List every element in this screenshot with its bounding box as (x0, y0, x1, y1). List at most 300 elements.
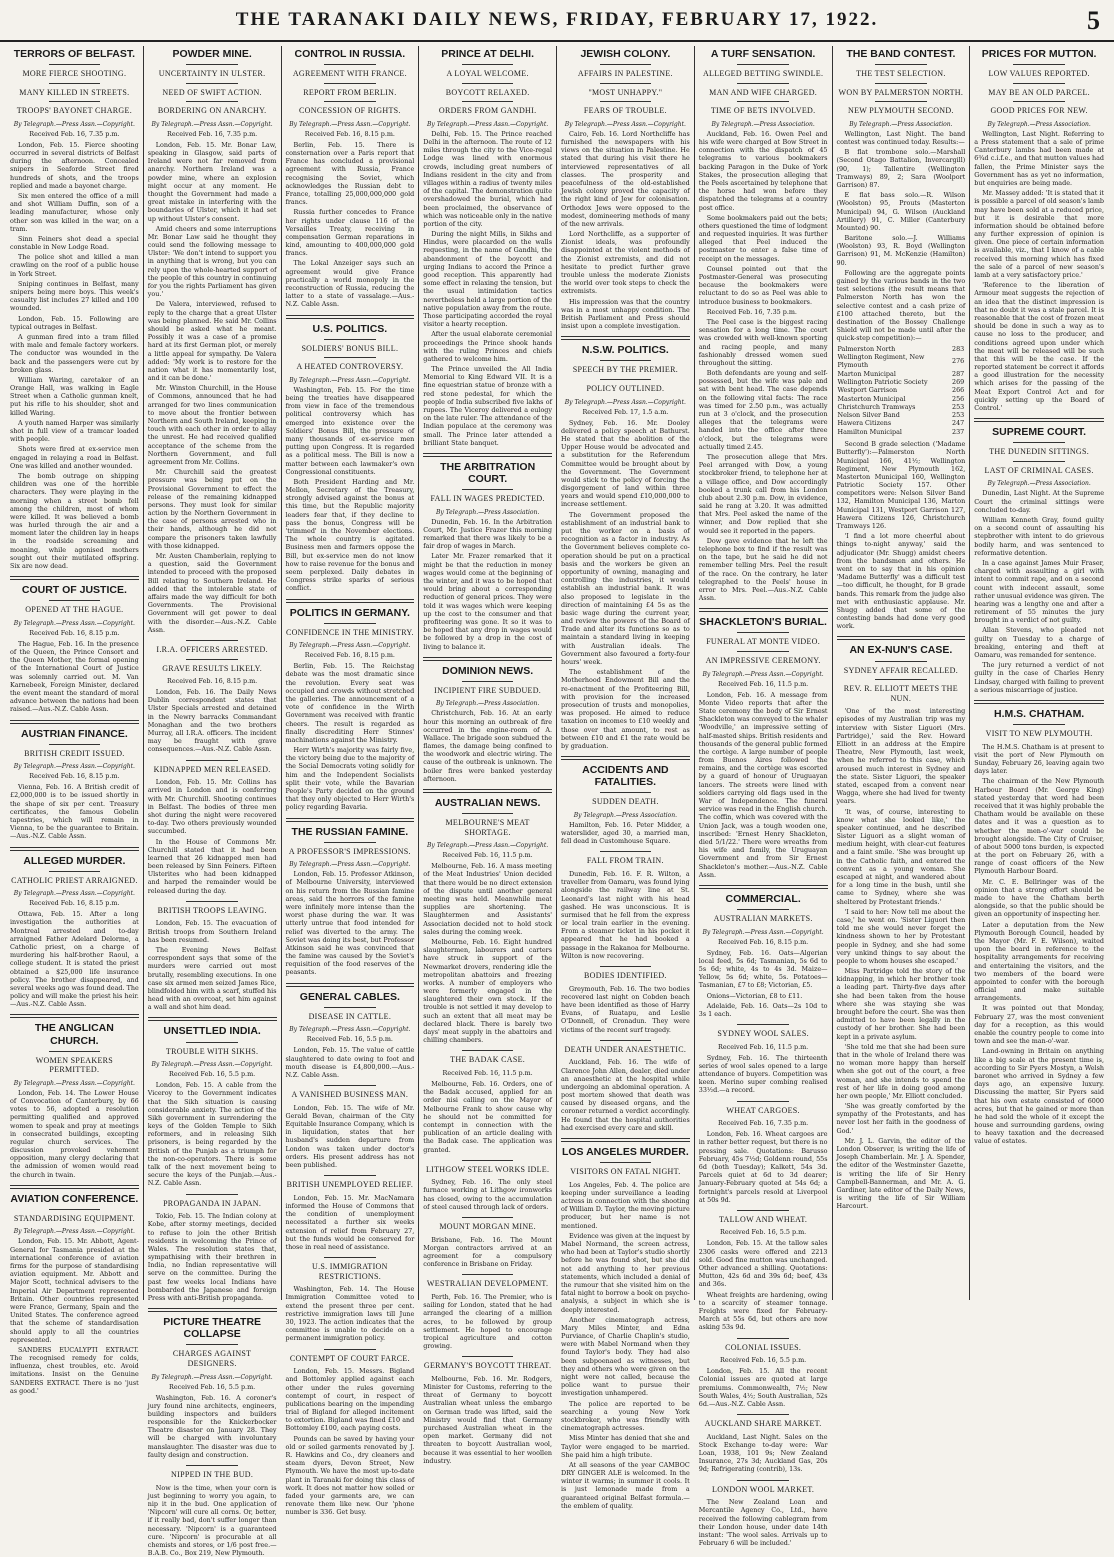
sub-divider (186, 760, 238, 761)
sub-divider (737, 1338, 789, 1339)
article-headline: H.M.S. CHATHAM. (994, 707, 1085, 720)
article-subhead: PROPAGANDA IN JAPAN. (163, 1198, 262, 1208)
article (286, 1257, 415, 1343)
article-subhead: UNCERTAINTY IN ULSTER. (158, 69, 266, 79)
article (561, 336, 690, 750)
article-paragraph: Sydney, Feb. 16. Mr. Dooley delivered a policy speech at Bathurst. He stated that the abolition of the Upper House would be advocated and a substitution for the Referendum Committee would be brought about by the Government. The Government would stick to the policy of forcing the disgorgement of land within three years and would spend £10,000,000 to increase settlement. (561, 418, 690, 509)
article-subhead: VISITORS ON FATAL NIGHT. (570, 1167, 681, 1177)
article-subhead: FEARS OF TROUBLE. (583, 106, 667, 116)
sub-divider (600, 1162, 652, 1163)
sub-divider (1013, 461, 1065, 462)
section-rule (10, 1185, 139, 1189)
byline: By Telegraph.—Press Assn.—Copyright. (151, 1061, 273, 1069)
article-paragraph: Miss Minter has denied that she and Taylor were engaged to be married. She paid him a high tribute. (561, 1434, 690, 1459)
article-paragraph: London, Feb. 15. Fierce shooting occurred in several districts of Belfast during the afternoon. Concealed snipers in Seaforde Street fired hundreds of shots, and the troops replied and made a bayonet charge. (10, 140, 139, 190)
article-paragraph: Baritone solo.—J. Williams (Woolston) 93, R. Boyd (Wellington Garrison) 91, M. McKenzie (Hamilton) 90. (836, 234, 966, 267)
article-paragraph: Onions—Victorian, £8 to £11. (706, 991, 803, 1000)
sub-divider (600, 83, 652, 84)
column-5 (557, 46, 695, 1510)
section-rule (286, 315, 415, 319)
received-time: Received Feb. 16, 5.5 p.m. (169, 1070, 256, 1079)
article-subhead: NEED OF SWIFT ACTION. (162, 87, 262, 97)
article (699, 1480, 828, 1548)
band-points: 253 (952, 411, 965, 420)
article (286, 1175, 415, 1251)
article-subhead: BODIES IDENTIFIED. (584, 971, 667, 981)
article-paragraph: The Hague, Feb. 16. In the presence of the Queen, the Prince Consort and the Queen Mother, the formal opening of the International Court of Justice was solemnly carried out. M. Van Karnebeek, Foreign Minister, declared the event meant the standard of moral advance between the nations had been raised.—Aus.-N.Z. Cable Assn. (10, 639, 139, 714)
article-headline: THE ANGLICAN CHURCH. (34, 1022, 114, 1047)
sub-divider (462, 1217, 514, 1218)
article-paragraph: Auckland, Feb. 16. The wife of Clarence John Allen, dealer, died under an anaesthetic at the hospital while undergoing an abdominal operation. A post mortem showed that death was caused by diseased organs, and the coroner returned a verdict accordingly. He found that the hospital authorities had exercised every care and skill. (561, 1058, 690, 1132)
article (286, 818, 415, 977)
sub-divider (49, 64, 101, 65)
sub-divider (49, 1209, 101, 1210)
sub-divider (875, 679, 927, 680)
article-subhead: LAST OF CRIMINAL CASES. (984, 465, 1094, 475)
article-paragraph: Another cinematograph actress, Mary Miles Minter, and Edna Purviance, of Charlie Chaplin's studio, were with Mabel Normand when they found Taylor's body. They had also been subpoenaed as witnesses, but they and others who were given on the night were not called, because the police want to pursue their investigation unhampered. (561, 1315, 690, 1398)
byline: By Telegraph.—Press Association. (987, 480, 1091, 488)
article-paragraph: Dunedin, Last Night. At the Supreme Court the criminal sittings were concluded to-day. (974, 489, 1104, 514)
article-paragraph: Mr. J. L. Garvin, the editor of the London Observer, is writing the life of Joseph Chamberlain. Mr. J. A. Spender, the editor of the Westminster Gazette, is writing the life of Sir Henry Campbell-Bannerman, and Mr. A. G. Gardiner, late editor of the Daily News, is writing the life of Sir William Harcourt. (836, 1136, 966, 1211)
article (699, 1024, 828, 1095)
article-paragraph: Delhi, Feb. 15. The Prince reached Delhi in the afternoon. The route of 12 miles through the city to the Vice-regal Lodge was lined with enormous crowds, including great numbers of Indians resident in the city and from villages within a radius of twenty miles of the capital. The demonstration quite overshadowed the burial, which had been proclaimed, the observance of which was noticeable only in the native portion of the city. (423, 129, 552, 228)
results-table (837, 345, 966, 437)
sub-divider (186, 901, 238, 902)
article-paragraph: The H.M.S. Chatham is at present to visit the port of New Plymouth on Sunday, February 26, leaving again two days later. (974, 742, 1104, 776)
byline: By Telegraph.—Press Assn.—Copyright. (13, 1228, 135, 1236)
article-paragraph: Berlin, Feb. 15. There is consternation over a Paris report that France has concluded a provisional agreement with Russia, France recognising the Soviet, which acknowledges the Russian debt to France, totalling 25,000,000,000 gold francs. (285, 140, 415, 207)
sub-divider (324, 623, 376, 624)
column-6 (695, 46, 833, 1548)
sub-divider (737, 64, 789, 65)
byline: By Telegraph.—Press Association. (987, 120, 1091, 128)
article-paragraph: Melbourne, Feb. 16. A mass meeting of the Meat Industries' Union decided that there would be no direct extension of the dispute until another general meeting was held. Meanwhile meat supplies are shortening. The Slaughtermen and Assistants' Association decided not to hold stock sales during the coming week. (423, 862, 552, 936)
band-points: 283 (952, 344, 965, 353)
article (699, 1338, 828, 1409)
band-name: Wellington Patriotic Society (837, 377, 928, 386)
article (286, 1085, 415, 1169)
sub-divider (462, 83, 514, 84)
article-headline: PRICES FOR MUTTON. (981, 48, 1097, 60)
article-paragraph: Dunedin, Feb. 16. In the Arbitration Court, Mr. Justice Frazer this morning remarked that there was likely to be a fair drop of wages in March. (423, 517, 552, 551)
sub-divider (324, 1349, 376, 1350)
byline: By Telegraph.—Press Association. (573, 811, 678, 819)
sub-divider (186, 640, 238, 641)
article-subhead: SYDNEY AFFAIR RECALLED. (843, 665, 958, 675)
sub-divider (324, 64, 376, 65)
article-headline: ALLEGED MURDER. (23, 854, 126, 867)
sub-divider (186, 659, 238, 660)
received-time: Received Feb. 17, 1.5 a.m. (582, 407, 669, 416)
sub-divider (324, 339, 376, 340)
band-name: Westport Garrison (837, 386, 898, 395)
sub-divider (737, 1480, 789, 1481)
article-subhead: POLICY OUTLINED. (586, 384, 665, 393)
sub-divider (49, 83, 101, 84)
sub-divider (600, 851, 652, 852)
byline: By Telegraph.—Press Assn.—Copyright. (564, 120, 686, 128)
received-time: Received Feb. 16, 11.5 p.m. (442, 1069, 533, 1077)
article-subhead: LOW VALUES REPORTED. (988, 69, 1090, 79)
article (148, 760, 277, 895)
article-paragraph: The prosecution allege that Mrs. Peel arranged with Dow, a young stockbroker friend, to telephone her at a village office, and Dow accordingly booked a trunk call from his London club about 2.30 p.m. Dow, in evidence, said he rang at 3.20. It was admitted that Mrs. Peel asked the name of the winner, and Dow replied that she would see it reported in the papers. (698, 452, 828, 535)
article-subhead: VISIT TO NEW PLYMOUTH. (985, 729, 1093, 739)
article-subhead: FALL IN WAGES PREDICTED. (430, 494, 545, 504)
band-name: Palmerston North (837, 344, 896, 353)
byline: By Telegraph.—Press Assn.—Copyright. (289, 120, 411, 128)
article-subhead: BOYCOTT RELAXED. (445, 87, 530, 97)
article (423, 48, 552, 447)
column-2 (144, 46, 282, 1557)
sub-divider (875, 64, 927, 65)
article-paragraph: Russia further concedes to France her rights under clause 116 of the Versailles Treaty, receiving in compensation German reparations in kind, amounting to 400,000,000 gold francs. (285, 208, 415, 258)
article (286, 1349, 415, 1517)
article-subhead: TALLOW AND WHEAT. (719, 1214, 808, 1224)
article-subhead: OPENED AT THE HAGUE. (25, 605, 124, 615)
article-paragraph: Sydney, Feb. 16. Oats—Algerian local feed, 5s 6d; Tasmanian, 5s 6d to 5s 6d; white, 4s to 4s 3d. Maize—Yellow, 5s 6d; white, 5s. Potatoes—Tasmanian, £7 to £8; Victorian, £5. (698, 948, 828, 990)
article-paragraph: The Peel case is the biggest racing sensation for a long time. The court was crowded with well-known sporting and racing people, and many fashionably dressed women sued throughout the sitting. (698, 317, 828, 367)
article (699, 1414, 828, 1474)
article-subhead: MAY BE AN OLD PARCEL. (988, 87, 1090, 97)
article-paragraph: London, Feb. 15. The value of cattle slaughtered to date owing to foot and mouth disease is £4,800,000.—Aus.-N.Z. Cable Assn. (285, 1046, 415, 1079)
sub-divider (462, 1356, 514, 1357)
article-paragraph: London, Feb. 16. A message from Monte Video reports that after the State ceremony the body of Sir Ernest Shackleton was conveyed to the whaler 'Woodville,' an impressive setting of half-masted ships. British residents and thousands of the general public formed the cortège. A large number of people from Buenos Aires followed the remains, and the cortège was escorted by a guard of honour of Uruguayan lancers. The streets were lined with soldiers carrying old flags used in the War of Independence. The funeral service was read in the English church. The coffin, which was covered with the Union Jack, was a tough wooden one, inscribed: 'Ernest Henry Shackleton, died 5/1/22.' There were wreaths from his wife and family, the Uruguayan Government and from Sir Ernest Shackleton's mother.—Aus.-N.Z. Cable Assn. (698, 690, 828, 879)
band-points: 269 (952, 377, 965, 386)
received-time: Received Feb. 16, 5.5 p.m. (720, 1228, 807, 1237)
article-headline: PRINCE AT DELHI. (441, 48, 534, 60)
article-paragraph: Brisbane, Feb. 16. The Mount Morgan contractors arrived at an agreement for a compulsory conference in Brisbane on Friday. (423, 1235, 552, 1269)
sub-divider (737, 83, 789, 84)
article-paragraph: 'She was greatly comforted by the sympathy of the Protestants, and has never lost her faith in the goodness of God.' (836, 1102, 966, 1135)
sub-divider (186, 64, 238, 65)
article-subhead: AUSTRALIAN MARKETS. (713, 913, 813, 923)
sub-divider (737, 909, 789, 910)
article-headline: GENERAL CABLES. (299, 990, 400, 1003)
sub-divider (324, 1175, 376, 1176)
sub-divider (324, 83, 376, 84)
article (561, 966, 690, 1034)
section-rule (148, 1308, 277, 1312)
sub-divider (1013, 442, 1065, 443)
article-paragraph: Christchurch, Feb. 16. At an early hour this morning an outbreak of fire occurred in the engine-room of A. Wallace. The brigade soon subdued the flames, the damage being confined to the woodwork and electric wiring. The cause of the outbreak is unknown. The boiler fires were banked yesterday afternoon. (423, 709, 552, 783)
article-paragraph: The chairman of the New Plymouth Harbour Board (Mr. George King) stated yesterday that word had been received that it was highly probable the Chatham would be available on these dates and it was a question as to whether the men-o'-war could be brought alongside. The City of Cruiser, of about 5000 tons burden, is expected at the port on February 26, with a range of coast officers of the New Plymouth Harbour Board. (974, 777, 1104, 876)
article-subhead: CHARGES AGAINST DESIGNERS. (172, 1349, 252, 1368)
article-headline: COMMERCIAL. (725, 892, 801, 905)
article-paragraph: In a case against James Muir Fraser, charged with assaulting a girl with intent to commit rape, and on a second count with indecent assault, some rather unusual evidence was given. The hearing was a lengthy one and after a retirement of 55 minutes the jury brought in a verdict of not guilty. (974, 558, 1104, 625)
article-subhead: GERMANY'S BOYCOTT THREAT. (423, 1361, 552, 1371)
article-subhead: I.R.A. OFFICERS ARRESTED. (156, 644, 268, 654)
article-subhead: A HEATED CONTROVERSY. (296, 362, 404, 372)
article-paragraph: Dunedin, Feb. 16. F. R. Wilton, a traveller from Oamaru, was found lying alongside the railway line at St. Leonard's last night with his head gashed. He was unconscious. It is surmised that he fell from the express or local train earlier in the evening. From a steamer ticket in his pocket it appeared that he had booked a passage in the Rakanoa for Melbourne. Wilton is now recovering. (561, 869, 690, 960)
article (423, 657, 552, 783)
article-headline: THE RUSSIAN FAMINE. (291, 825, 409, 838)
article (286, 983, 415, 1079)
sub-divider (737, 651, 789, 652)
band-name: Hawera Citizens (837, 419, 892, 428)
article (974, 418, 1104, 694)
article-subhead: SOLDIERS' BONUS BILL. (301, 343, 399, 353)
article-paragraph: Los Angeles, Feb. 4. The police are keeping under surveillance a leading actress in connection with the shooting of William D. Taylor, the moving picture producer, but her name is not mentioned. (561, 1180, 690, 1230)
sub-divider (462, 1274, 514, 1275)
article-paragraph: London, Feb. 15. Mr. MacNamara informed the House of Commons that the condition of unemployment necessitated a further six weeks extension of relief from February 27, but the funds would be conserved for those in real need of assistance. (285, 1193, 415, 1251)
article-paragraph: London, Feb. 16. The Daily News Dublin correspondent states that Ulster Specials arrested and detained in the Newry barracks Commandant Monaghan and the two brothers Murray, all I.R.A. officers. The incident may be fraught with grave consequences.—Aus.-N.Z. Cable Assn. (147, 688, 277, 754)
article (974, 48, 1104, 412)
sub-divider (875, 83, 927, 84)
section-rule (699, 885, 828, 889)
band-name: Wellington Regiment, New Plymouth (837, 352, 925, 370)
article-paragraph: Shots were fired at ex-service men engaged in relaying a road in Belfast. One was killed and another wounded. (10, 445, 139, 470)
article-paragraph: Now is the time, when your corn is just beginning to worry you again, to nip it in the bud. One application of 'Nipcorn' will cure all corns. Or, better, if it really bad, don't suffer longer than necessary. 'Nipcorn' is a guaranteed cure. 'Nipcorn' is procurable at all chemists and stores, or 1/6 post free.—B.A.B. Co., Box 219, New Plymouth. (147, 1483, 277, 1557)
article-subhead: BRITISH TROOPS LEAVING. (157, 905, 267, 915)
article-paragraph: Amid cheers and some interruptions Mr. Bonar Law said he thought they could send the following message to Ulster: 'We don't intend to support you in anything that is wrong, but you can rely upon the whole-hearted support of the people of this country in continuing for you the rights Parliament has given you.' (147, 224, 277, 299)
article-paragraph: Melbourne, Feb. 16. Mr. Rodgers, Minister for Customs, referring to the threat of Germany to boycott Australian wheat unless the embargo on German trade was lifted, said the Ministry would find that Germany purchased Australian wheat in the open market. Germany did not threaten to boycott Australian wool, because it was essential to her woollen industry. (423, 1374, 552, 1465)
article-headline: POWDER MINE. (172, 48, 252, 60)
article-paragraph: London, Feb. 15. Messrs. Bigland and Bottomley applied against each other under the rules governing contempt of court, in respect of publications bearing on the impending trial of Bigland for alleged incitement to extortion. Bigland was fined £10 and Bottomley £100, each paying costs. (285, 1367, 415, 1433)
sub-divider (462, 64, 514, 65)
article-paragraph: Lord Northcliffe, as a supporter of Zionist ideals, was profoundly disappointed at the violent methods of the Zionist extremists, and did not hesitate to predict further grave trouble unless the moderate Zionists the world over took steps to check the extremists. (561, 230, 690, 296)
byline: By Telegraph.—Press Assn.—Copyright. (13, 619, 135, 627)
results-row (837, 378, 966, 386)
section-rule (286, 818, 415, 822)
sub-divider (462, 681, 514, 682)
article-paragraph: London, Feb. 15. The evacuation of British troops from Southern Ireland has been resumed. (147, 919, 277, 944)
byline: By Telegraph.—Press Assn.—Copyright. (289, 861, 411, 869)
band-points: 247 (952, 419, 965, 428)
article-subhead: BORDERING ON ANARCHY. (157, 106, 267, 116)
article-paragraph: Counsel pointed out that the Postmaster-General was prosecuting because the bookmakers were reluctant to do so as Peel was able to introduce business to bookmakers. (698, 264, 828, 306)
article-headline: SHACKLETON'S BURIAL. (699, 616, 827, 629)
article-paragraph: Second B grade selection ('Madame Butterfly'):—Palmerston North Municipal 166, 41½; Wellington Regiment, New Plymouth 162, Masterton Municipal 160, Wellington Patriotic Society 157. Other competitors were: Nelson Silver Band 132, Hamilton Municipal 136, Marton Municipal 131, Westport Garrison 127, Hawera Citizens 126, Christchurch Tramways 126. (836, 440, 966, 531)
sub-divider (324, 1257, 376, 1258)
section-rule (974, 418, 1104, 422)
article-paragraph: The New Zealand Loan and Mercantile Agency Co., Ltd., have received the following cablegram from their London house, under date 14th instant: 'The wool sales. Arrivals up to February 6 will be included.' (698, 1498, 828, 1548)
byline: By Telegraph.—Press Assn.—Copyright. (151, 120, 273, 128)
article (561, 1040, 690, 1132)
received-time: Received Feb. 16, 7.35 p.m. (718, 1119, 809, 1128)
section-rule (286, 599, 415, 603)
section-rule (423, 789, 552, 793)
article-subhead: A LOYAL WELCOME. (446, 69, 529, 79)
article (423, 1356, 552, 1465)
section-rule (10, 720, 139, 724)
article-subhead: AN IMPRESSIVE CEREMONY. (705, 656, 821, 665)
received-time: Received Feb. 16, 8.15 p.m. (167, 677, 258, 686)
results-row (837, 419, 966, 427)
article-subhead: REPORT FROM BERLIN. (303, 87, 397, 97)
article-paragraph: Sniping continues in Belfast, many snipers being mere boys. This week's casualty list includes 27 killed and 100 wounded. (10, 279, 139, 313)
article-paragraph: Sydney, Feb. 16. The only steel furnace working at Lithgow ironworks has closed, owing to the accumulation of steel caused through lack of orders. (423, 1178, 552, 1211)
band-name: Nelson Silver Band (837, 411, 900, 420)
article (423, 1217, 552, 1268)
received-time: Received Feb. 16, 8.15 p.m. (304, 129, 395, 138)
article-subhead: COLONIAL ISSUES. (725, 1342, 802, 1352)
byline: By Telegraph.—Press Assn.—Copyright. (151, 1373, 273, 1381)
article-paragraph: Hamilton, Feb. 16. Peter Midder, a waterslider, aged 30, a married man, fell dead in Customhouse Square. (561, 820, 690, 846)
article-paragraph: Melbourne, Feb. 16. Eight hundred slaughtermen, labourers and carters have struck in support of the Newmarket drovers, rendering idle the metropolitan abattoirs and freezing works. A number of employers who were formerly engaged in the slaughtered their own stock. If the trouble is not settled it may develop to such an extent that all meat may be declared black. There is barely two days' meat supply in the abattoirs and chilling chambers. (423, 937, 552, 1045)
sub-divider (462, 1160, 514, 1161)
article (148, 48, 277, 634)
received-time: Received Feb. 16, 7.35 p.m. (29, 129, 120, 138)
article-paragraph: Vienna, Feb. 16. A British credit of £2,000,000 is to be issued shortly in the shape of six per cent. Treasury certificates, the famous Gobelin tapestries, which will remain in Vienna, to be the guarantee to Britain.—Aus.-N.Z. Cable Assn. (10, 783, 139, 841)
article (423, 1160, 552, 1211)
sub-divider (737, 1210, 789, 1211)
article-paragraph: His impression was that the country was in a most unhappy condition. The British Parliament and Press should insist upon a complete investigation. (561, 297, 690, 331)
column-8 (970, 46, 1108, 1300)
article-subhead: REV. R. ELLIOTT MEETS THE NUN. (843, 684, 958, 703)
article-paragraph: Greymouth, Feb. 16. The two bodies recovered last night on Cobden beach have been identified as those of Harry Evans, of Ruatapu, and Leslie O'Donnell, of Cronadun. They were victims of the recent surf tragedy. (561, 984, 690, 1034)
received-time: Received Feb. 16, 11.5 p.m. (442, 851, 533, 860)
article-paragraph: A gunman fired into a tram filled with male and female factory workers. The conductor was wounded in the back and the passengers were cut by broken glass. (10, 332, 139, 374)
article-paragraph: Washington, Feb. 14. The House Immigration Committee voted to extend the present three per cent. restrictive immigration laws till June 30, 1923. The action indicates that the committee is unable to decide on a permanent immigration policy. (285, 1285, 415, 1343)
band-points: 266 (952, 386, 965, 395)
byline: By Telegraph.—Press Assn.—Copyright. (13, 890, 135, 898)
band-name: Christchurch Tramways (837, 402, 916, 411)
article-paragraph: Mr. Austen Chamberlain, replying to a question, said the Government intended to proceed with the proposed Bill relating to Southern Ireland. He added that the intolerable state of affairs made the way difficult for both Governments. The Provisional Government will get power to deal with the disorder.—Aus.-N.Z. Cable Assn. (147, 552, 277, 634)
article-headline: AVIATION CONFERENCE. (10, 1192, 139, 1205)
section-rule (561, 756, 690, 760)
sub-divider (737, 101, 789, 102)
article-paragraph: Land-owning in Britain on anything like a big scale at the present time is, according to Sir Pyers Mostyn, a Welsh baronet who arrived in Sydney a few days ago, an expensive luxury. Discussing the matter, Sir Pyers said that his own estate consisted of 6000 acres, but that he gained or more than he had sold the whole of it except the house and surrounding gardens, owing to heavy taxation and the decreased value of estates. (974, 1047, 1104, 1146)
article-headline: LOS ANGELES MURDER. (561, 1146, 689, 1159)
article (699, 885, 828, 1018)
section-rule (10, 576, 139, 580)
article-paragraph: During the night Mills, in Sikhs and Hindus, were placarded on the walls requesting, in the name of Gandhi, the abandonment of the boycott and urging Indians to accord the Prince a good reception. This apparently had some effect in relaxing the tension, but the usual intimidation tactics nevertheless held a large portion of the native population away from the route. Those participating accorded the royal visitor a hearty reception. (423, 230, 552, 329)
results-row (837, 403, 966, 411)
received-time: Received Feb. 16, 8.15 p.m. (718, 937, 809, 946)
article (10, 1014, 139, 1178)
sub-divider (324, 1085, 376, 1086)
article-headline: POLITICS IN GERMANY. (289, 606, 410, 619)
article-paragraph: The bomb outrage on shipping children was one of the horrible characters. They were playing in the morning when a street bomb fell among the children, most of whom were killed. It was believed a bomb was hurled through the air and a moment later the children lay in heaps in the roadside screaming and moaning, while agonised mothers sought out their mutilated offspring. Six are now dead. (10, 471, 139, 571)
article-paragraph: Berlin, Feb. 15. The Reichstag debate was the most dramatic since the revolution. Every seat was occupied and crowds without stretched the galleries. The announcement of a vote of confidence in the Wirth Government was received with frantic cheers. The result is regarded as finally discrediting Herr Stinnes' machinations against the Ministry. (285, 662, 415, 744)
byline: By Telegraph.—Press Assn.—Copyright. (702, 670, 824, 678)
article-paragraph: Sydney, Feb. 16. The thirteenth series of wool sales opened to a large attendance of buyers. Competition was keen. Merino super combing realised 33½d.—a record. (698, 1053, 828, 1095)
results-row (837, 411, 966, 419)
article-paragraph: Mr. Massey added: 'It is stated that it is possible a parcel of old season's lamb may have been sold at a reduced price, but it is desirable that more information should be obtained before any further expression of opinion is given. One piece of certain information is available, viz., that I know of a cable received this morning which has fixed the sale of a parcel of new season's lamb at a very satisfactory price.' (974, 189, 1104, 280)
byline: By Telegraph.—Press Association. (435, 508, 540, 516)
article-paragraph: Ottawa, Feb. 15. After a long investigation the authorities at Montreal arrested and to-day arraigned Father Adelard Delorme, a Catholic priest, on a charge of murdering his half-brother Raoul, a college student. It is stated the priest obtained a $25,000 life insurance policy. The brother disappeared, and several weeks ago was found dead. The policy and will make the priest his heir.—Aus.-N.Z. Cable Assn. (10, 910, 139, 1009)
sub-divider (600, 360, 652, 361)
article-subhead: LITHGOW STEEL WORKS IDLE. (425, 1164, 550, 1174)
article-headline: JEWISH COLONY. (580, 48, 671, 60)
section-rule (837, 636, 966, 640)
article (148, 640, 277, 754)
sub-divider (186, 1344, 238, 1345)
article-paragraph: Perth, Feb. 16. The Premier, who is sailing for London, stated that he had arranged the clearing of a million acres, to be followed by group settlement. He hoped to encourage tropical agriculture and cotton growing. (423, 1292, 552, 1351)
article-paragraph: The Lokal Anzeiger says such an agreement would give France practically a world monopoly in the reconstruction of Russia, reducing the latter to a state of vassalage.—Aus.-N.Z. Cable Assn. (285, 259, 415, 309)
article-paragraph: Wheat freights are hardening, owing to a scarcity of steamer tonnage. Freights were fixed for February-March at 55s 6d, but others are now asking 53s 9d. (698, 1290, 828, 1332)
article-headline: ACCIDENTS AND FATALITIES. (582, 764, 669, 789)
article-paragraph: Sinn Feiners shot dead a special constable in New Lodge Road. (10, 234, 139, 252)
article-subhead: DEATH UNDER ANAESTHETIC. (564, 1044, 687, 1054)
article-headline: AN EX-NUN'S CASE. (849, 644, 953, 657)
article-headline: A TURF SENSATION. (710, 48, 816, 60)
article-paragraph: In the House of Commons Mr. Churchill stated that it had been learned that 26 kidnapped men had been released by Sinn Feiners. Fifteen Ulsterites who had been kidnapped and harped the remainder would be released during the day. (147, 837, 277, 895)
article-paragraph: London, Feb. 15. The wife of Mr. Gerald Bevan, chairman of the City Equitable Insurance Company, which is in liquidation, states that her husband's sudden departure from London was taken under doctor's orders. His present address has not been published. (285, 1103, 415, 1169)
article-paragraph: William Waring, caretaker of an Orange Hall, was walking in Eagle Street when a Catholic gunman knelt, put his rifle to his shoulder, shot and killed Waring. (10, 375, 139, 417)
article (699, 1101, 828, 1204)
column-1 (6, 46, 144, 1395)
sub-divider (49, 600, 101, 601)
results-row (837, 395, 966, 403)
article (699, 48, 828, 602)
sub-divider (1013, 64, 1065, 65)
received-time: Received Feb. 16, 11.5 p.m. (718, 679, 809, 688)
article-subhead: MOUNT MORGAN MINE. (439, 1222, 536, 1232)
article (286, 599, 415, 812)
byline: By Telegraph.—Press Assn.—Copyright. (427, 842, 549, 850)
article-subhead: CONCESSION OF RIGHTS. (299, 106, 401, 116)
received-time: Received Feb. 16, 8.15 p.m. (29, 899, 120, 908)
sub-divider (324, 842, 376, 843)
band-name: Hamilton Municipal (837, 427, 902, 436)
sub-divider (737, 1024, 789, 1025)
band-points: 276 (952, 357, 965, 366)
received-time: Received Feb. 16, 5.5 p.m. (306, 1035, 393, 1044)
sub-divider (186, 101, 238, 102)
article-subhead: SPEECH BY THE PREMIER. (572, 365, 679, 375)
received-time: Received Feb. 16, 7.35 p.m. (167, 129, 258, 138)
sub-divider (462, 1050, 514, 1051)
article-subhead: CATHOLIC PRIEST ARRAIGNED. (11, 875, 138, 885)
sub-divider (49, 1051, 101, 1052)
article-paragraph: Later Mr. Frazer remarked that it might be that the reduction in money wages would come at the beginning of the winter, and it was to be hoped that would bring about a corresponding reduction of general prices. They were told it was wages which were keeping up the cost to the consumer and that profiteering was gone. It so it was to be hoped that any drop in wages would be followed by a drop in the cost of living to balance it. (423, 552, 552, 651)
byline: By Telegraph.—Press Assn.—Copyright. (289, 1026, 411, 1034)
received-time: Received Feb. 16, 5.5 p.m. (720, 1356, 807, 1365)
article-paragraph: 'Reference to the liberation of Armour meat suggests the rejection of an idea that the distinct impression is that no doubt it was a stale parcel. It is reasonable that the cost of frozen meat should be done in such a way as to cause no loss to the producer, and conditions agreed upon under which the meat will be released will be such that this will be the case. If the reported statement be correct it affords a good illustration for the necessity which arises for the passing of the Meat Export Control Act and for quickly setting up the Board of Control.' (974, 281, 1104, 413)
article-subhead: AFFAIRS IN PALESTINE. (577, 69, 673, 79)
article-headline: AUSTRALIAN NEWS. (434, 797, 541, 810)
sub-divider (324, 357, 376, 358)
byline: By Telegraph.—Press Assn.—Copyright. (702, 928, 824, 936)
section-rule (10, 847, 139, 851)
article-paragraph: 'It was, of course, interesting to know what she looked like,' the speaker continued, and he described Sister Liguori as a slight woman of medium height, with clear-cut features and a faint smile. 'She was brought up in the Catholic faith, and entered the convent as a young woman. She escaped at night, and wandered about for a long time in the bush, until she came to Sydney, where she was sheltered by Protestant friends.' (836, 807, 966, 906)
article-paragraph: Some bookmakers paid out the bets; others questioned the time of lodgment and requested inquiries. It was further alleged that Peel induced the postmaster to enter a false time of receipt on the messages. (698, 213, 828, 263)
article (561, 1138, 690, 1510)
article (10, 720, 139, 841)
article-headline: N.S.W. POLITICS. (581, 344, 669, 357)
article-subhead: AGREEMENT WITH FRANCE. (292, 69, 407, 79)
band-points: 253 (952, 402, 965, 411)
sub-divider (600, 1040, 652, 1041)
sub-divider (186, 1465, 238, 1466)
column-7 (833, 46, 971, 1300)
article-paragraph: At all seasons of the year CAMBOC DRY GINGER ALE is welcomed. In the winter it warms; in summer it cools. It is just lemonade made from a guaranteed original Belfast formula.—the emblem of quality. (561, 1460, 690, 1510)
article-headline: SUPREME COURT. (992, 426, 1087, 439)
section-rule (561, 336, 690, 340)
article-subhead: A PROFESSOR'S IMPRESSIONS. (288, 846, 411, 856)
article (974, 700, 1104, 1146)
band-name: Masterton Municipal (837, 394, 906, 403)
byline: By Telegraph.—Press Association. (711, 120, 815, 128)
article-headline: U.S. POLITICS. (312, 322, 388, 335)
article-paragraph: Received Feb. 16, 7.35 p.m. (706, 307, 797, 316)
received-time: Received Feb. 16, 8.15 p.m. (304, 651, 395, 660)
article-paragraph: London, Feb. 15. At the tallow sales 2306 casks were offered and 2213 sold. Good fine mutton was unchanged. Other advanced a shilling. Quotations: Mutton, 42s 6d and 39s 6d; beef, 43s and 36s. (698, 1239, 828, 1289)
article-paragraph: Mr. Winston Churchill, in the House of Commons, announced that he had arranged for two lines communication to move about the frontier between Northern and South Ireland, keeping in touch with each other in order to allay the unrest. He had received qualified acceptance of the scheme from the Northern Government, and full agreement from Mr. Collins. (147, 384, 277, 466)
article (699, 1210, 828, 1332)
article-paragraph: London, Feb. 15. All the recent Colonial issues are quoted at large premiums. Commonwealth, 7½; New South Wales, 4½; South Australian, 52s 6d.—Aus.-N.Z. Cable Assn. (698, 1367, 828, 1408)
article (10, 576, 139, 713)
byline: By Telegraph.—Press Assn.—Copyright. (13, 120, 135, 128)
article (286, 315, 415, 593)
article-subhead: BRITISH UNEMPLOYED RELIEF. (286, 1180, 414, 1190)
article-paragraph: SANDERS EUCALYPTI EXTRACT. The recognised remedy for colds, influenza, chest troubles, etc. Avoid imitations. Insist on the Genuine SANDERS EXTRACT. There is no 'just as good.' (10, 1345, 139, 1395)
article-paragraph: 'I said to her: Now tell me about the case,' he went on. 'Sister Liguori then told me she would never forget the kindness shown to her by Protestant people in Sydney, and she had some very unkind things to say about the people to whom houses she escaped.' (836, 907, 966, 965)
byline: By Telegraph.—Press Association. (849, 120, 953, 128)
article-paragraph: Following are the aggregate points gained by the various bands in the two test selections (the result means that Palmerston North has won the selective contest and a cash prize of £100 attached thereto, but the destination of the Bossey Challenge Shield will not be made until after the quick-step competition):— (836, 268, 966, 343)
sub-divider (875, 661, 927, 662)
